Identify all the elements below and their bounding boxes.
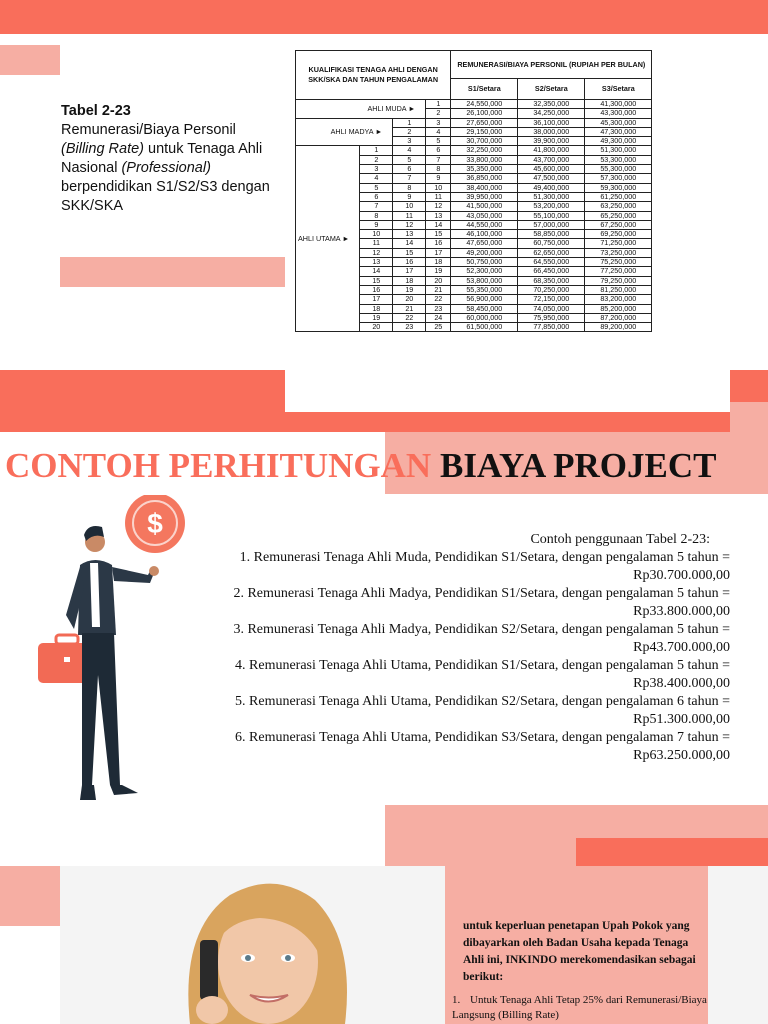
years-cell: 15 <box>393 248 426 257</box>
salary-cell: 89,200,000 <box>585 323 652 332</box>
salary-cell: 24,550,000 <box>451 100 518 109</box>
salary-cell: 43,050,000 <box>451 211 518 220</box>
salary-cell: 58,850,000 <box>518 230 585 239</box>
years-cell: 22 <box>393 313 426 322</box>
years-cell: 14 <box>426 220 451 229</box>
salary-cell: 75,950,000 <box>518 313 585 322</box>
examples-list <box>190 531 730 765</box>
years-cell: 21 <box>393 304 426 313</box>
years-cell: 13 <box>393 230 426 239</box>
years-cell: 20 <box>360 323 393 332</box>
salary-cell: 64,550,000 <box>518 258 585 267</box>
caption-line-a: Remunerasi/Biaya Personil <box>61 122 236 138</box>
salary-cell: 87,200,000 <box>585 313 652 322</box>
years-cell: 21 <box>426 285 451 294</box>
salary-cell: 60,000,000 <box>451 313 518 322</box>
table-row <box>296 118 652 127</box>
salary-cell: 85,200,000 <box>585 304 652 313</box>
years-cell: 1 <box>393 118 426 127</box>
heading-part-2: BIAYA PROJECT <box>439 446 717 485</box>
salary-cell: 32,350,000 <box>518 100 585 109</box>
table-row <box>296 146 652 155</box>
salary-cell: 73,250,000 <box>585 248 652 257</box>
years-cell: 14 <box>393 239 426 248</box>
businessman-illustration <box>30 495 200 810</box>
years-cell: 16 <box>393 258 426 267</box>
years-cell: 2 <box>426 109 451 118</box>
years-cell: 17 <box>393 267 426 276</box>
example-item: 2. Remunerasi Tenaga Ahli Madya, Pendidikan S1/Setara, dengan pengalaman 5 tahun = Rp33.800.000,00 <box>233 586 730 619</box>
years-cell: 9 <box>360 220 393 229</box>
salary-cell: 36,850,000 <box>451 174 518 183</box>
years-cell: 23 <box>393 323 426 332</box>
salary-cell: 59,300,000 <box>585 183 652 192</box>
salary-cell: 77,250,000 <box>585 267 652 276</box>
salary-cell: 33,800,000 <box>451 155 518 164</box>
years-cell: 18 <box>393 276 426 285</box>
salary-cell: 57,000,000 <box>518 220 585 229</box>
years-cell: 10 <box>393 202 426 211</box>
years-cell: 4 <box>360 174 393 183</box>
top-left-block <box>0 45 60 75</box>
section-heading <box>5 442 717 490</box>
salary-cell: 39,950,000 <box>451 192 518 201</box>
table-number: Tabel 2-23 <box>61 103 131 119</box>
salary-cell: 44,550,000 <box>451 220 518 229</box>
years-cell: 6 <box>360 192 393 201</box>
example-item: 4. Remunerasi Tenaga Ahli Utama, Pendidikan S1/Setara, dengan pengalaman 5 tahun = Rp38.400.000,00 <box>235 658 730 691</box>
years-cell: 17 <box>360 295 393 304</box>
example-item: 6. Remunerasi Tenaga Ahli Utama, Pendidikan S3/Setara, dengan pengalaman 7 tahun = Rp63.250.000,00 <box>235 730 730 763</box>
years-cell: 19 <box>360 313 393 322</box>
bottom-left-block <box>0 866 60 926</box>
years-cell: 16 <box>426 239 451 248</box>
right-strip-block <box>730 402 768 432</box>
years-cell: 13 <box>360 258 393 267</box>
caption-professional: (Professional) <box>121 160 211 176</box>
years-cell: 7 <box>426 155 451 164</box>
caption-billing-rate: (Billing Rate) <box>61 141 144 157</box>
salary-cell: 65,250,000 <box>585 211 652 220</box>
salary-cell: 71,250,000 <box>585 239 652 248</box>
recommendation-item-number: 1. <box>452 994 461 1006</box>
years-cell: 8 <box>393 183 426 192</box>
salary-cell: 55,350,000 <box>451 285 518 294</box>
years-cell: 9 <box>393 192 426 201</box>
salary-cell: 72,150,000 <box>518 295 585 304</box>
recommendation-list <box>452 993 722 1023</box>
level-madya-label: AHLI MADYA ► <box>296 118 393 146</box>
years-cell: 22 <box>426 295 451 304</box>
years-cell: 7 <box>393 174 426 183</box>
salary-cell: 77,850,000 <box>518 323 585 332</box>
mid-left-block <box>60 257 285 287</box>
caption-line-c: berpendidikan S1/S2/S3 dengan SKK/SKA <box>61 179 270 214</box>
years-cell: 24 <box>426 313 451 322</box>
years-cell: 1 <box>426 100 451 109</box>
level-muda-label: AHLI MUDA ► <box>296 100 426 119</box>
years-cell: 15 <box>426 230 451 239</box>
salary-cell: 35,350,000 <box>451 165 518 174</box>
examples-intro: Contoh penggunaan Tabel 2-23: <box>530 532 710 547</box>
years-cell: 13 <box>426 211 451 220</box>
salary-cell: 38,400,000 <box>451 183 518 192</box>
years-cell: 5 <box>360 183 393 192</box>
years-cell: 8 <box>360 211 393 220</box>
years-cell: 8 <box>426 165 451 174</box>
salary-cell: 38,000,000 <box>518 127 585 136</box>
years-cell: 16 <box>360 285 393 294</box>
salary-cell: 45,600,000 <box>518 165 585 174</box>
years-cell: 19 <box>426 267 451 276</box>
salary-cell: 61,250,000 <box>585 192 652 201</box>
salary-cell: 55,100,000 <box>518 211 585 220</box>
level-utama-label: AHLI UTAMA ► <box>296 146 360 332</box>
years-cell: 12 <box>426 202 451 211</box>
years-cell: 5 <box>393 155 426 164</box>
years-cell: 18 <box>426 258 451 267</box>
salary-cell: 51,300,000 <box>585 146 652 155</box>
recommendation-text: untuk keperluan penetapan Upah Pokok yang dibayarkan oleh Badan Usaha kepada Tenaga Ahli ini, INKINDO merekomendasikan sebagai berikut: <box>463 920 696 983</box>
salary-cell: 41,500,000 <box>451 202 518 211</box>
phone-icon <box>200 940 218 1000</box>
salary-cell: 68,350,000 <box>518 276 585 285</box>
years-cell: 6 <box>426 146 451 155</box>
woman-on-phone-photo <box>150 870 390 1024</box>
salary-cell: 55,300,000 <box>585 165 652 174</box>
salary-cell: 43,700,000 <box>518 155 585 164</box>
salary-cell: 70,250,000 <box>518 285 585 294</box>
years-cell: 20 <box>393 295 426 304</box>
salary-cell: 69,250,000 <box>585 230 652 239</box>
header-remuneration-group: REMUNERASI/BIAYA PERSONIL (RUPIAH PER BULAN) <box>451 51 652 79</box>
salary-cell: 81,250,000 <box>585 285 652 294</box>
years-cell: 11 <box>393 211 426 220</box>
salary-cell: 57,300,000 <box>585 174 652 183</box>
salary-cell: 41,800,000 <box>518 146 585 155</box>
years-cell: 4 <box>393 146 426 155</box>
salary-cell: 47,300,000 <box>585 127 652 136</box>
header-s3: S3/Setara <box>585 79 652 100</box>
salary-cell: 50,750,000 <box>451 258 518 267</box>
example-item: 3. Remunerasi Tenaga Ahli Madya, Pendidikan S2/Setara, dengan pengalaman 5 tahun = Rp43.700.000,00 <box>233 622 730 655</box>
years-cell: 23 <box>426 304 451 313</box>
years-cell: 25 <box>426 323 451 332</box>
heading-part-1: CONTOH PERHITUNGAN <box>5 446 440 485</box>
salary-cell: 43,300,000 <box>585 109 652 118</box>
years-cell: 4 <box>426 127 451 136</box>
remuneration-table-panel <box>285 40 730 412</box>
example-item: 1. Remunerasi Tenaga Ahli Muda, Pendidikan S1/Setara, dengan pengalaman 5 tahun = Rp30.700.000,00 <box>239 550 730 583</box>
salary-cell: 45,300,000 <box>585 118 652 127</box>
salary-cell: 53,300,000 <box>585 155 652 164</box>
years-cell: 11 <box>426 192 451 201</box>
top-banner-bar <box>0 0 768 34</box>
remuneration-table <box>295 50 652 332</box>
salary-cell: 56,900,000 <box>451 295 518 304</box>
salary-cell: 46,100,000 <box>451 230 518 239</box>
salary-cell: 74,050,000 <box>518 304 585 313</box>
salary-cell: 53,200,000 <box>518 202 585 211</box>
years-cell: 14 <box>360 267 393 276</box>
example-item: 5. Remunerasi Tenaga Ahli Utama, Pendidikan S2/Setara, dengan pengalaman 6 tahun = Rp51.300.000,00 <box>235 694 730 727</box>
salary-cell: 58,450,000 <box>451 304 518 313</box>
salary-cell: 83,200,000 <box>585 295 652 304</box>
years-cell: 9 <box>426 174 451 183</box>
salary-cell: 53,800,000 <box>451 276 518 285</box>
years-cell: 11 <box>360 239 393 248</box>
salary-cell: 47,500,000 <box>518 174 585 183</box>
header-s2: S2/Setara <box>518 79 585 100</box>
salary-cell: 63,250,000 <box>585 202 652 211</box>
salary-cell: 52,300,000 <box>451 267 518 276</box>
recommendation-item-text: Untuk Tenaga Ahli Tetap 25% dari Remunerasi/Biaya Langsung (Billing Rate) <box>452 994 707 1021</box>
salary-cell: 62,650,000 <box>518 248 585 257</box>
salary-cell: 49,200,000 <box>451 248 518 257</box>
salary-cell: 30,700,000 <box>451 137 518 146</box>
years-cell: 1 <box>360 146 393 155</box>
years-cell: 2 <box>393 127 426 136</box>
years-cell: 17 <box>426 248 451 257</box>
salary-cell: 60,750,000 <box>518 239 585 248</box>
years-cell: 10 <box>360 230 393 239</box>
years-cell: 3 <box>426 118 451 127</box>
salary-cell: 75,250,000 <box>585 258 652 267</box>
salary-cell: 32,250,000 <box>451 146 518 155</box>
salary-cell: 51,300,000 <box>518 192 585 201</box>
years-cell: 19 <box>393 285 426 294</box>
header-s1: S1/Setara <box>451 79 518 100</box>
header-qualification: KUALIFIKASI TENAGA AHLI DENGAN SKK/SKA DAN TAHUN PENGALAMAN <box>296 51 451 100</box>
salary-cell: 49,300,000 <box>585 137 652 146</box>
salary-cell: 67,250,000 <box>585 220 652 229</box>
lower-right-bar <box>576 838 768 866</box>
salary-cell: 26,100,000 <box>451 109 518 118</box>
years-cell: 7 <box>360 202 393 211</box>
years-cell: 3 <box>360 165 393 174</box>
salary-cell: 36,100,000 <box>518 118 585 127</box>
years-cell: 3 <box>393 137 426 146</box>
salary-cell: 29,150,000 <box>451 127 518 136</box>
salary-cell: 66,450,000 <box>518 267 585 276</box>
salary-cell: 34,250,000 <box>518 109 585 118</box>
salary-cell: 27,650,000 <box>451 118 518 127</box>
table-caption <box>61 102 276 216</box>
years-cell: 15 <box>360 276 393 285</box>
years-cell: 5 <box>426 137 451 146</box>
salary-cell: 79,250,000 <box>585 276 652 285</box>
years-cell: 12 <box>393 220 426 229</box>
years-cell: 12 <box>360 248 393 257</box>
salary-cell: 49,400,000 <box>518 183 585 192</box>
years-cell: 18 <box>360 304 393 313</box>
salary-cell: 41,300,000 <box>585 100 652 109</box>
years-cell: 2 <box>360 155 393 164</box>
coin-symbol: $ <box>147 508 163 539</box>
salary-cell: 47,650,000 <box>451 239 518 248</box>
salary-cell: 39,900,000 <box>518 137 585 146</box>
salary-cell: 61,500,000 <box>451 323 518 332</box>
years-cell: 20 <box>426 276 451 285</box>
years-cell: 6 <box>393 165 426 174</box>
years-cell: 10 <box>426 183 451 192</box>
caption-line-b: untuk Tenaga Ahli Nasional <box>61 141 263 176</box>
